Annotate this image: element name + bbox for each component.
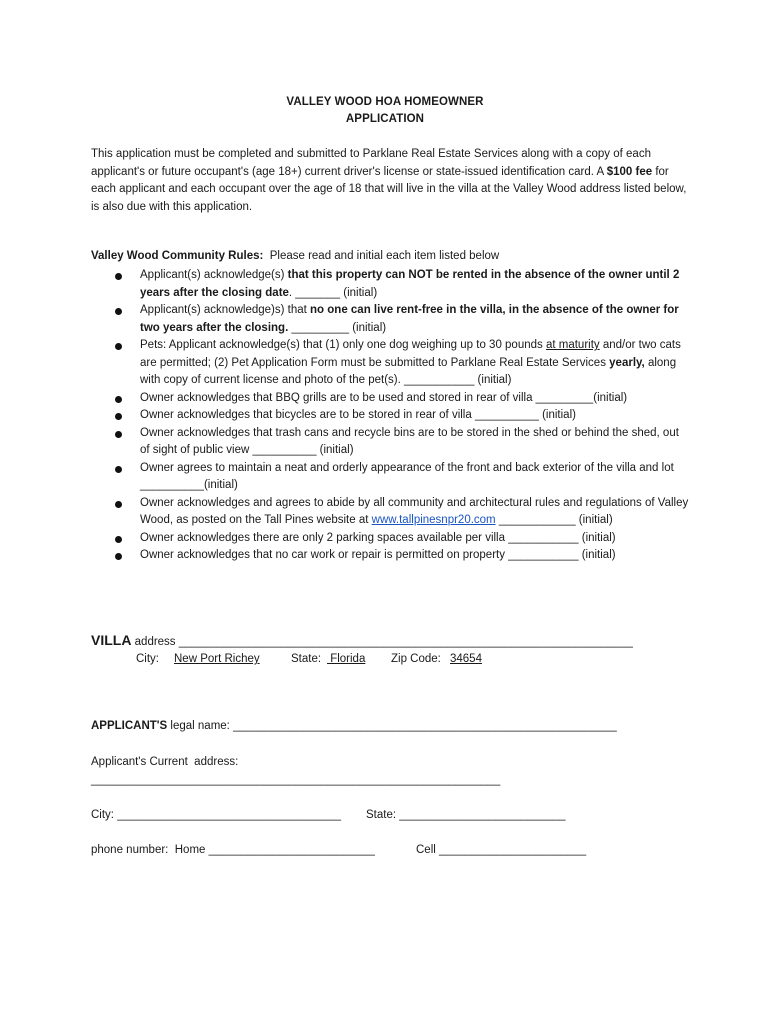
page-subtitle: APPLICATION (345, 113, 425, 125)
villa-city-value: New Port Richey (174, 653, 260, 665)
rule-text: Owner acknowledges and agrees to abide by all community and architectural rules and regulations of Valley Wood, as posted on the Tall Pines website at (140, 496, 689, 526)
bullet-icon (115, 413, 122, 420)
rule-item (91, 460, 691, 495)
rule-item (91, 337, 691, 390)
phone-home-row (91, 844, 375, 856)
bullet-icon (115, 273, 122, 280)
intro-paragraph (91, 146, 691, 216)
villa-zip-value: 34654 (450, 653, 482, 665)
bullet-icon (115, 536, 122, 543)
villa-state-label: State: (291, 653, 322, 665)
phone-cell-field[interactable]: _______________________ (439, 844, 587, 856)
page-title: VALLEY WOOD HOA HOMEOWNER (286, 96, 484, 108)
rule-item (91, 547, 691, 565)
bullet-icon (115, 308, 122, 315)
rule-text: Pets: Applicant acknowledge(s) that (1) only one dog weighing up to 30 pounds (140, 339, 546, 351)
bullet-icon (115, 343, 122, 350)
villa-address-field[interactable]: _______________________________________________________________________ (178, 636, 633, 648)
villa-state-value: Florida (327, 653, 366, 665)
rule-emphasis: yearly, (609, 356, 645, 369)
applicant-city-field[interactable]: ___________________________________ (117, 809, 342, 821)
rule-text: Applicant(s) acknowledge)s) that (140, 304, 311, 316)
applicant-state-label: State: (366, 809, 400, 821)
villa-city-label: City: (136, 653, 159, 665)
bullet-icon (115, 396, 122, 403)
current-address-label: Applicant's Current address: (91, 756, 239, 768)
fee-amount: $100 fee (606, 165, 653, 178)
bullet-icon (115, 501, 122, 508)
villa-address-label: address (131, 636, 179, 648)
rules-heading-note: Please read and initial each item listed below (263, 250, 500, 262)
rule-emphasis: no one can live rent-free in the villa, in the absence of the owner for two years after the closing. (140, 304, 679, 334)
intro-text-2: for each applicant and each occupant over the age of 18 that will live in the villa at the Valley Wood address listed below, is also due with this application. (91, 165, 687, 213)
rule-initial: along with copy of current license and photo of the pet(s). ___________ (initial) (140, 356, 677, 386)
rule-item (91, 530, 691, 548)
rule-text: Owner acknowledges there are only 2 parking spaces available per villa ___________ (initial) (140, 531, 616, 544)
current-address-field[interactable]: ________________________________________________________________ (91, 774, 501, 786)
rule-underlined: at maturity (545, 339, 600, 351)
rule-item (91, 495, 691, 530)
rules-list (91, 267, 691, 565)
applicant-name-row (91, 720, 617, 732)
rule-text: Owner acknowledges that trash cans and recycle bins are to be stored in the shed or behind the shed, out of sight of public view __________ (initial) (140, 426, 679, 456)
rule-item (91, 390, 691, 408)
bullet-icon (115, 431, 122, 438)
rule-text-mid: and/or two cats are permitted; (2) Pet Application Form must be submitted to Parklane Real Estate Services (140, 339, 681, 369)
rule-text: Owner acknowledges that bicycles are to be stored in rear of villa __________ (initial) (140, 409, 576, 421)
phone-cell-label: Cell (416, 844, 440, 856)
bullet-icon (115, 466, 122, 473)
applicant-city-row (91, 809, 341, 821)
intro-text-1: This application must be completed and submitted to Parklane Real Estate Services along with a copy of each applicant's or future occupant's (age 18+) current driver's license or state-issued identification card. A (91, 148, 651, 178)
rule-item (91, 302, 691, 337)
applicant-state-field[interactable]: __________________________ (399, 809, 566, 821)
rule-text: Owner acknowledges that BBQ grills are to be used and stored in rear of villa _________(initial) (140, 391, 628, 404)
rule-item (91, 407, 691, 425)
rules-heading-title: Valley Wood Community Rules: (91, 250, 264, 262)
rule-text: Applicant(s) acknowledge(s) (140, 269, 288, 281)
rule-initial: . _______ (initial) (288, 286, 378, 299)
legal-name-field[interactable]: ____________________________________________________________ (233, 720, 617, 732)
rule-item (91, 267, 691, 302)
phone-home-label: phone number: Home (91, 844, 209, 856)
villa-address-row (91, 632, 633, 648)
applicant-state-row (366, 809, 566, 821)
legal-name-label: legal name: (167, 720, 234, 732)
rule-item (91, 425, 691, 460)
villa-zip-label: Zip Code: (391, 653, 441, 665)
rules-heading (91, 250, 499, 262)
rule-text: Owner agrees to maintain a neat and orderly appearance of the front and back exterior of the villa and lot __________(initial) (140, 461, 674, 491)
phone-home-field[interactable]: __________________________ (208, 844, 375, 856)
rule-initial: ____________ (initial) (495, 514, 613, 526)
rule-text: Owner acknowledges that no car work or repair is permitted on property ___________ (initial) (140, 549, 616, 561)
applicant-city-label: City: (91, 809, 118, 821)
rule-initial: _________ (initial) (288, 321, 387, 334)
applicant-label: APPLICANT'S (91, 720, 168, 732)
villa-label: VILLA (91, 632, 132, 648)
phone-cell-row (416, 844, 586, 856)
tall-pines-website-link[interactable]: www.tallpinesnpr20.com (371, 514, 496, 526)
rule-emphasis: that this property can NOT be rented in the absence of the owner until 2 years after the closing date (140, 269, 680, 299)
bullet-icon (115, 553, 122, 560)
